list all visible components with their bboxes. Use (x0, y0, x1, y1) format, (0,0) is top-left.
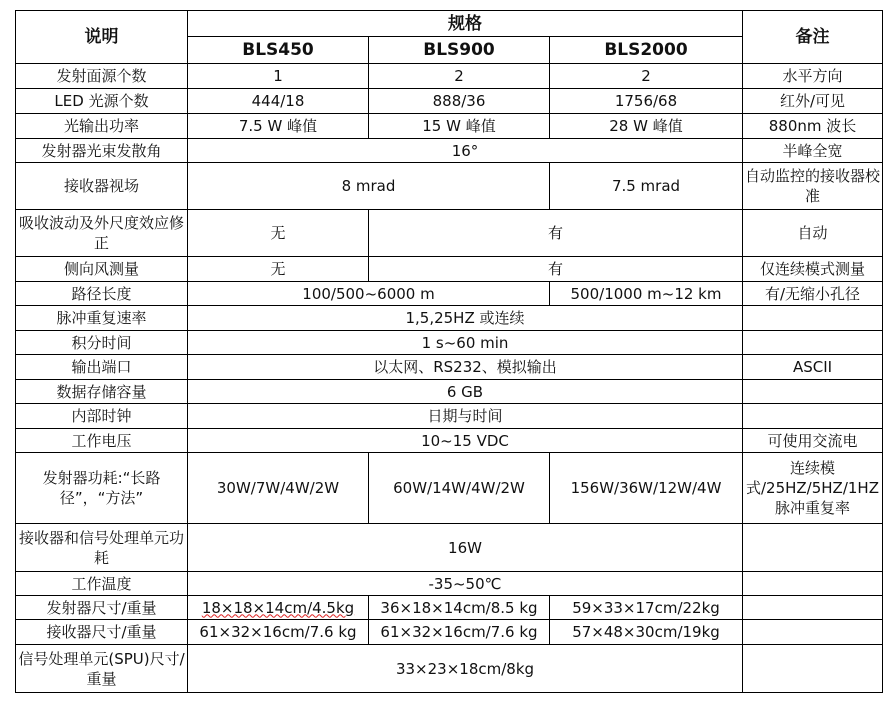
cell-bls450: 1 (188, 64, 369, 89)
row-label: 光输出功率 (16, 114, 188, 139)
row-label: 吸收波动及外尺度效应修正 (16, 210, 188, 257)
cell-remark (743, 404, 883, 429)
spec-table (15, 10, 883, 693)
cell-bls2000: 28 W 峰值 (550, 114, 743, 139)
cell-remark: 可使用交流电 (743, 429, 883, 453)
cell-remark (743, 331, 883, 355)
row-label: 发射面源个数 (16, 64, 188, 89)
cell-bls450: 30W/7W/4W/2W (188, 453, 369, 524)
table-row (16, 89, 883, 114)
spellcheck-underlined-text: 18×18×14cm/4.5kg (201, 598, 355, 617)
cell-bls2000: 2 (550, 64, 743, 89)
cell-all-models: 16° (188, 139, 743, 163)
row-label: 接收器和信号处理单元功耗 (16, 524, 188, 572)
table-row (16, 282, 883, 306)
table-row (16, 620, 883, 645)
cell-all-models: 1,5,25HZ 或连续 (188, 306, 743, 331)
cell-all-models: 6 GB (188, 380, 743, 404)
table-row (16, 114, 883, 139)
cell-remark: ASCII (743, 355, 883, 380)
header-model-bls2000: BLS2000 (550, 37, 743, 64)
cell-all-models: 16W (188, 524, 743, 572)
table-row (16, 524, 883, 572)
cell-bls450-bls900: 100/500~6000 m (188, 282, 550, 306)
row-label: 内部时钟 (16, 404, 188, 429)
row-label: 发射器光束发散角 (16, 139, 188, 163)
cell-bls450: 无 (188, 210, 369, 257)
cell-bls450: 7.5 W 峰值 (188, 114, 369, 139)
row-label: 输出端口 (16, 355, 188, 380)
cell-remark (743, 620, 883, 645)
row-label: 发射器尺寸/重量 (16, 596, 188, 620)
cell-bls2000: 156W/36W/12W/4W (550, 453, 743, 524)
row-label: 积分时间 (16, 331, 188, 355)
table-row (16, 404, 883, 429)
table-row (16, 453, 883, 524)
cell-bls900: 888/36 (369, 89, 550, 114)
cell-remark (743, 596, 883, 620)
header-description: 说明 (16, 11, 188, 64)
table-row (16, 257, 883, 282)
header-model-bls450: BLS450 (188, 37, 369, 64)
cell-bls900: 2 (369, 64, 550, 89)
cell-remark: 880nm 波长 (743, 114, 883, 139)
cell-bls450: 无 (188, 257, 369, 282)
cell-all-models: -35~50℃ (188, 572, 743, 596)
cell-all-models: 1 s~60 min (188, 331, 743, 355)
cell-all-models: 以太网、RS232、模拟输出 (188, 355, 743, 380)
header-spec: 规格 (188, 11, 743, 37)
cell-remark: 连续模式/25HZ/5HZ/1HZ 脉冲重复率 (743, 453, 883, 524)
cell-remark: 水平方向 (743, 64, 883, 89)
cell-bls2000: 7.5 mrad (550, 163, 743, 210)
cell-all-models: 33×23×18cm/8kg (188, 645, 743, 693)
table-row (16, 139, 883, 163)
cell-remark: 自动 (743, 210, 883, 257)
row-label: 数据存储容量 (16, 380, 188, 404)
cell-remark (743, 572, 883, 596)
table-row (16, 64, 883, 89)
table-row (16, 596, 883, 620)
table-row (16, 163, 883, 210)
row-label: 发射器功耗:“长路径”，“方法” (16, 453, 188, 524)
cell-bls450: 444/18 (188, 89, 369, 114)
cell-remark: 自动监控的接收器校准 (743, 163, 883, 210)
cell-bls450-bls900: 8 mrad (188, 163, 550, 210)
table-row (16, 331, 883, 355)
table-row (16, 429, 883, 453)
row-label: 脉冲重复速率 (16, 306, 188, 331)
row-label: 接收器尺寸/重量 (16, 620, 188, 645)
cell-all-models: 10~15 VDC (188, 429, 743, 453)
table-row (16, 210, 883, 257)
table-row (16, 380, 883, 404)
cell-bls900: 60W/14W/4W/2W (369, 453, 550, 524)
row-label: 侧向风测量 (16, 257, 188, 282)
row-label: 工作电压 (16, 429, 188, 453)
cell-all-models: 日期与时间 (188, 404, 743, 429)
cell-remark (743, 645, 883, 693)
cell-bls2000: 1756/68 (550, 89, 743, 114)
cell-bls900-bls2000: 有 (369, 210, 743, 257)
cell-bls2000: 500/1000 m~12 km (550, 282, 743, 306)
cell-remark (743, 380, 883, 404)
row-label: LED 光源个数 (16, 89, 188, 114)
table-row (16, 645, 883, 693)
cell-bls900: 61×32×16cm/7.6 kg (369, 620, 550, 645)
row-label: 路径长度 (16, 282, 188, 306)
row-label: 工作温度 (16, 572, 188, 596)
row-label: 接收器视场 (16, 163, 188, 210)
cell-bls900: 15 W 峰值 (369, 114, 550, 139)
cell-bls900-bls2000: 有 (369, 257, 743, 282)
cell-remark: 红外/可见 (743, 89, 883, 114)
cell-remark: 仅连续模式测量 (743, 257, 883, 282)
table-row (16, 572, 883, 596)
row-label: 信号处理单元(SPU)尺寸/重量 (16, 645, 188, 693)
cell-bls450: 61×32×16cm/7.6 kg (188, 620, 369, 645)
header-remarks: 备注 (743, 11, 883, 64)
cell-remark: 半峰全宽 (743, 139, 883, 163)
cell-remark: 有/无缩小孔径 (743, 282, 883, 306)
cell-bls900: 36×18×14cm/8.5 kg (369, 596, 550, 620)
cell-bls2000: 59×33×17cm/22kg (550, 596, 743, 620)
table-row (16, 306, 883, 331)
cell-bls2000: 57×48×30cm/19kg (550, 620, 743, 645)
cell-remark (743, 306, 883, 331)
table-row (16, 355, 883, 380)
cell-bls450 (188, 596, 369, 620)
header-model-bls900: BLS900 (369, 37, 550, 64)
cell-remark (743, 524, 883, 572)
